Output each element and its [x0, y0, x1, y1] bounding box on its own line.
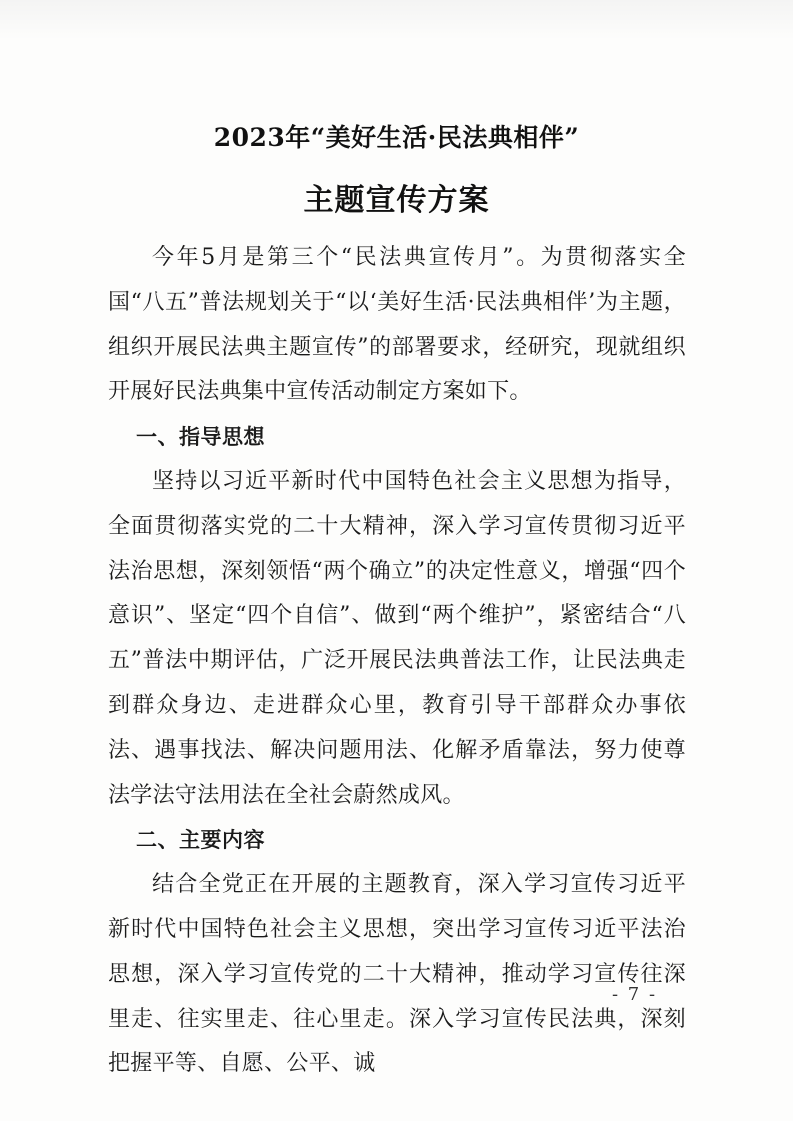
scan-shadow — [0, 0, 793, 40]
document-body — [108, 236, 686, 1087]
section-paragraph-guiding-ideology: 坚持以习近平新时代中国特色社会主义思想为指导，全面贯彻落实党的二十大精神，深入学习宣传贯彻习近平法治思想，深刻领悟“两个确立”的决定性意义，增强“四个意识”、坚定“四个自信”、做到“两个维护”，紧密结合“八五”普法中期评估，广泛开展民法典普法工作，让民法典走到群众身边、走进群众心里，教育引导干部群众办事依法、遇事找法、解决问题用法、化解矛盾靠法，努力使尊法学法守法用法在全社会蔚然成风。 — [108, 468, 686, 808]
document-title: 2023年“美好生活·民法典相伴” — [213, 123, 580, 152]
section-heading-guiding-ideology: 一、指导思想 — [136, 424, 265, 450]
document-subtitle: 主题宣传方案 — [303, 183, 490, 218]
page-number: - 7 - — [612, 984, 658, 1005]
section-heading-main-content: 二、主要内容 — [136, 827, 265, 853]
section-paragraph-main-content: 结合全党正在开展的主题教育，深入学习宣传习近平新时代中国特色社会主义思想，突出学习宣传习近平法治思想，深入学习宣传党的二十大精神，推动学习宣传往深里走、往实里走、往心里走。深入学习宣传民法典，深刻把握平等、自愿、公平、诚 — [108, 872, 686, 1077]
intro-paragraph: 今年5月是第三个“民法典宣传月”。为贯彻落实全国“八五”普法规划关于“以‘美好生活·民法典相伴’为主题，组织开展民法典主题宣传”的部署要求，经研究，现就组织开展好民法典集中宣传活动制定方案如下。 — [108, 245, 686, 405]
